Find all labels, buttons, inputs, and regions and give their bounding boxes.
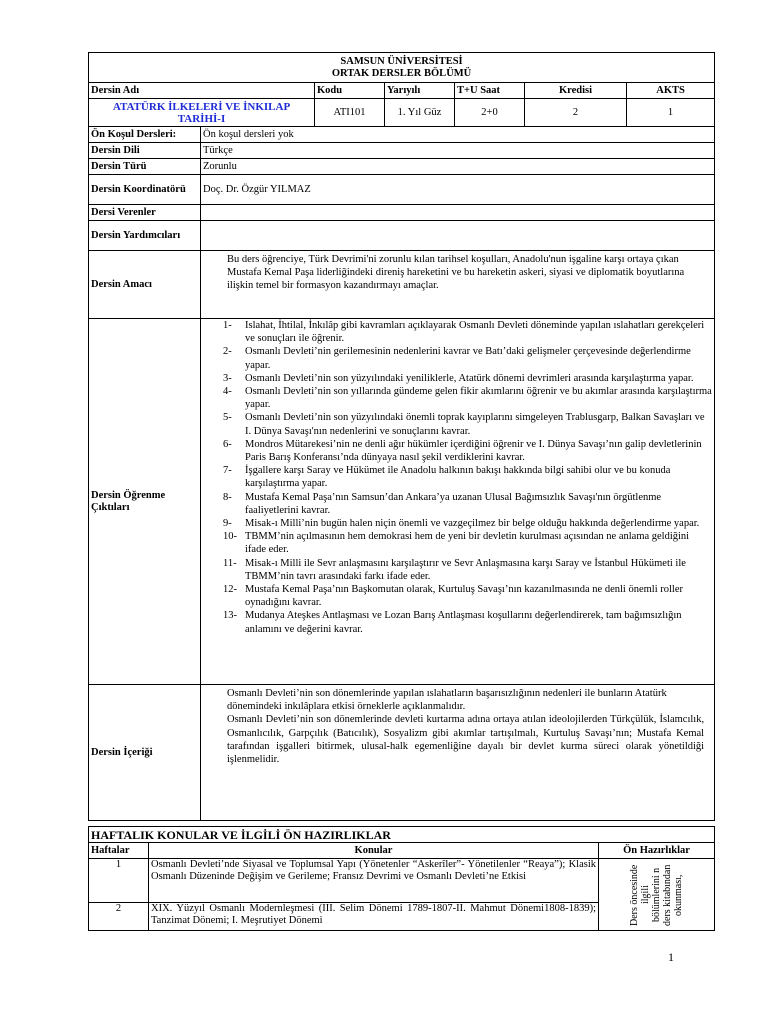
prep-header: Ön Hazırlıklar: [599, 843, 715, 859]
outcome-item: [223, 464, 712, 490]
outcome-number: 10-: [223, 531, 237, 543]
content-label: Dersin İçeriği: [89, 685, 201, 821]
course-info-table: [88, 52, 715, 821]
outcome-text: Mustafa Kemal Paşa’nın Samsun’dan Ankara’ya uzanan Ulusal Bağımsızlık Savaşı'nın örgütlenme faaliyetlerini kavrar.: [245, 491, 662, 516]
outcome-item: [223, 530, 712, 556]
outcome-number: 5-: [223, 412, 232, 424]
outcome-text: Mudanya Ateşkes Antlaşması ve Lozan Barış Antlaşması koşullarını değerlendirerek, tam bağımsızlığın anlamını ve değerini kavrar.: [245, 610, 682, 635]
outcome-number: 4-: [223, 386, 232, 398]
outcome-item: [223, 345, 712, 371]
university-name: SAMSUN ÜNİVERSİTESİ: [340, 55, 463, 67]
outcome-item: [223, 583, 712, 609]
outcome-number: 13-: [223, 610, 237, 622]
outcome-text: Mustafa Kemal Paşa’nın Başkomutan olarak, Kurtuluş Savaşı’nın kazanılmasında ne denli önemli roller oynadığını kavrar.: [245, 584, 683, 609]
prep-note: Ders öncesinde ilgili bölümlerini n ders kitabından okunması,: [629, 863, 685, 926]
outcome-text: TBMM’nin açılmasının hem demokrasi hem de yeni bir devletin kurulması açısından ne anlama geldiğini ifade eder.: [245, 531, 690, 556]
outcome-number: 3-: [223, 372, 232, 384]
outcome-text: Islahat, İhtilal, İnkılâp gibi kavramları açıklayarak Osmanlı Devleti döneminde yapılan ıslahatları gerekçeleri ve sonuçları ile öğrenir.: [245, 320, 705, 345]
type-value: Zorunlu: [201, 159, 715, 175]
course-name-label: Dersin Adı: [89, 83, 315, 99]
outcome-text: Osmanlı Devleti’nin gerilemesinin nedenlerini kavrar ve Batı’daki gelişmeler çerçevesinde değerlendirme yapar.: [245, 346, 691, 371]
outcome-number: 1-: [223, 320, 232, 331]
outcome-item: [223, 557, 712, 583]
prereq-value: Ön koşul dersleri yok: [201, 127, 715, 143]
week-1-topic: Osmanlı Devleti’nde Siyasal ve Toplumsal Yapı (Yönetenler “Askerîler”- Yönetilenler “Reaya”); Klasik Osmanlı Düzeninde Değişim ve Gerileme; Fransız Devrimi ve Osmanlı Devleti’ne Etkisi: [149, 859, 599, 903]
outcome-number: 6-: [223, 438, 232, 450]
credit-value: 2: [525, 99, 627, 127]
outcome-number: 11-: [223, 557, 237, 569]
page-number: 1: [668, 950, 674, 964]
outcome-number: 8-: [223, 491, 232, 503]
outcome-text: Osmanlı Devleti’nin son yüzyılındaki önemli toprak kayıplarını simgeleyen Trablusgarp, Balkan Savaşları ve I. Dünya Savaşı'nın nedenlerini ve sonuçlarını kavrar.: [245, 412, 705, 437]
outcome-item: [223, 491, 712, 517]
outcome-text: Osmanlı Devleti’nin son yıllarında gündeme gelen fikir akımlarını öğrenir ve bu akımlar arasında karşılaştırma yapar.: [245, 386, 712, 411]
outcome-text: Misak-ı Milli ile Sevr anlaşmasını karşılaştırır ve Sevr Anlaşmasına karşı Saray ve İstanbul Hükümeti ile TBMM’nin tavrı arasındaki farkı ifade eder.: [245, 557, 686, 582]
semester-label: Yarıyılı: [385, 83, 455, 99]
outcome-item: [223, 517, 712, 530]
assistants-label: Dersin Yardımcıları: [89, 221, 201, 251]
week-header: Haftalar: [89, 843, 149, 859]
outcome-text: İşgallere karşı Saray ve Hükümet ile Anadolu halkının bakışı hakkında bilgi sahibi olur ve bu konuda karşılaştırma yapar.: [245, 465, 671, 490]
type-label: Dersin Türü: [89, 159, 201, 175]
coordinator-value: Doç. Dr. Özgür YILMAZ: [201, 175, 715, 205]
outcomes-list: [223, 319, 712, 636]
outcome-item: [223, 609, 712, 635]
tu-hours-label: T+U Saat: [455, 83, 525, 99]
weekly-section-title: HAFTALIK KONULAR VE İLGİLİ ÖN HAZIRLIKLAR: [89, 827, 715, 843]
week-1-number: 1: [89, 859, 149, 903]
department-name: ORTAK DERSLER BÖLÜMÜ: [331, 67, 472, 79]
outcome-text: Misak-ı Milli’nin bugün halen niçin önemli ve vazgeçilmez bir belge olduğu hakkında değerlendirme yapar.: [245, 518, 700, 530]
outcome-item: [223, 438, 712, 464]
content-paragraph-1: Osmanlı Devleti’nin son dönemlerinde yapılan ıslahatların başarısızlığının nedenleri ile bunların Atatürk dönemindeki inkılâplara etkisi örneklerle açıklanmalıdır.: [227, 688, 667, 713]
language-label: Dersin Dili: [89, 143, 201, 159]
prep-note-cell: [599, 859, 715, 931]
outcome-item: [223, 411, 712, 437]
akts-value: 1: [627, 99, 715, 127]
week-2-topic: XIX. Yüzyıl Osmanlı Modernleşmesi (III. Selim Dönemi 1789-1807-II. Mahmut Dönemi1808-1839); Tanzimat Dönemi; I. Meşrutiyet Dönemi: [149, 903, 599, 931]
content-paragraph-2: Osmanlı Devleti’nin son dönemlerinde devleti kurtarma adına ortaya atılan ideolojilerden Türkçülük, İslamcılık, Osmanlıcılık, Garpçılık (Batıcılık), Sosyalizm gibi akımlar tartışılmalı, Kurtuluş Savaşı’nın; Mustafa Kemal tarafından işgalleri bitirmek, ulusal-halk egemenliğine dayalı bir devlet kurma süreci olarak yönetildiği işlenmelidir.: [227, 714, 705, 766]
outcome-text: Mondros Mütarekesi’nin ne denli ağır hükümler içerdiğini öğrenir ve I. Dünya Savaşı’nın galip devletlerinin Paris Barış Konferansı’nda dünyaya nasıl şekil verdiklerini kavrar.: [245, 438, 702, 464]
code-label: Kodu: [315, 83, 385, 99]
outcome-text: Osmanlı Devleti’nin son yüzyılındaki yeniliklerle, Atatürk dönemi devrimleri arasında karşılaştırma yapar.: [245, 372, 694, 384]
prereq-label: Ön Koşul Dersleri:: [89, 127, 201, 143]
instructors-value: [201, 205, 715, 221]
table-title: [89, 53, 715, 83]
outcome-item: [223, 385, 712, 411]
instructors-label: Dersi Verenler: [89, 205, 201, 221]
outcomes-cell: [201, 319, 715, 685]
tu-hours-value: 2+0: [455, 99, 525, 127]
purpose-paragraph: Bu ders öğrenciye, Türk Devrimi'ni zorunlu kılan tarihsel koşulları, Anadolu'nun işgaline karşı ortaya çıkan Mustafa Kemal Paşa liderliğindeki direniş hareketini ve bu hareketin askeri, siyasi ve diplomatik boyutlarına ilişkin temel bir formasyon kazandırmayı amaçlar.: [227, 254, 685, 292]
code-value: ATI101: [315, 99, 385, 127]
outcome-number: 12-: [223, 584, 237, 596]
week-2-number: 2: [89, 903, 149, 931]
outcome-number: 2-: [223, 346, 232, 358]
credit-label: Kredisi: [525, 83, 627, 99]
coordinator-label: Dersin Koordinatörü: [89, 175, 201, 205]
purpose-text: [201, 251, 715, 319]
outcome-number: 7-: [223, 465, 232, 477]
outcome-number: 9-: [223, 518, 232, 530]
semester-value: 1. Yıl Güz: [385, 99, 455, 127]
outcome-item: [223, 319, 712, 345]
akts-label: AKTS: [627, 83, 715, 99]
topics-header: Konular: [149, 843, 599, 859]
weekly-table: [88, 826, 715, 931]
outcomes-label: Dersin Öğrenme Çıktıları: [89, 319, 201, 685]
assistants-value: [201, 221, 715, 251]
outcome-item: [223, 372, 712, 385]
content-cell: [201, 685, 715, 821]
course-name-value: ATATÜRK İLKELERİ VE İNKILAP TARİHİ-I: [89, 99, 315, 127]
purpose-label: Dersin Amacı: [89, 251, 201, 319]
language-value: Türkçe: [201, 143, 715, 159]
